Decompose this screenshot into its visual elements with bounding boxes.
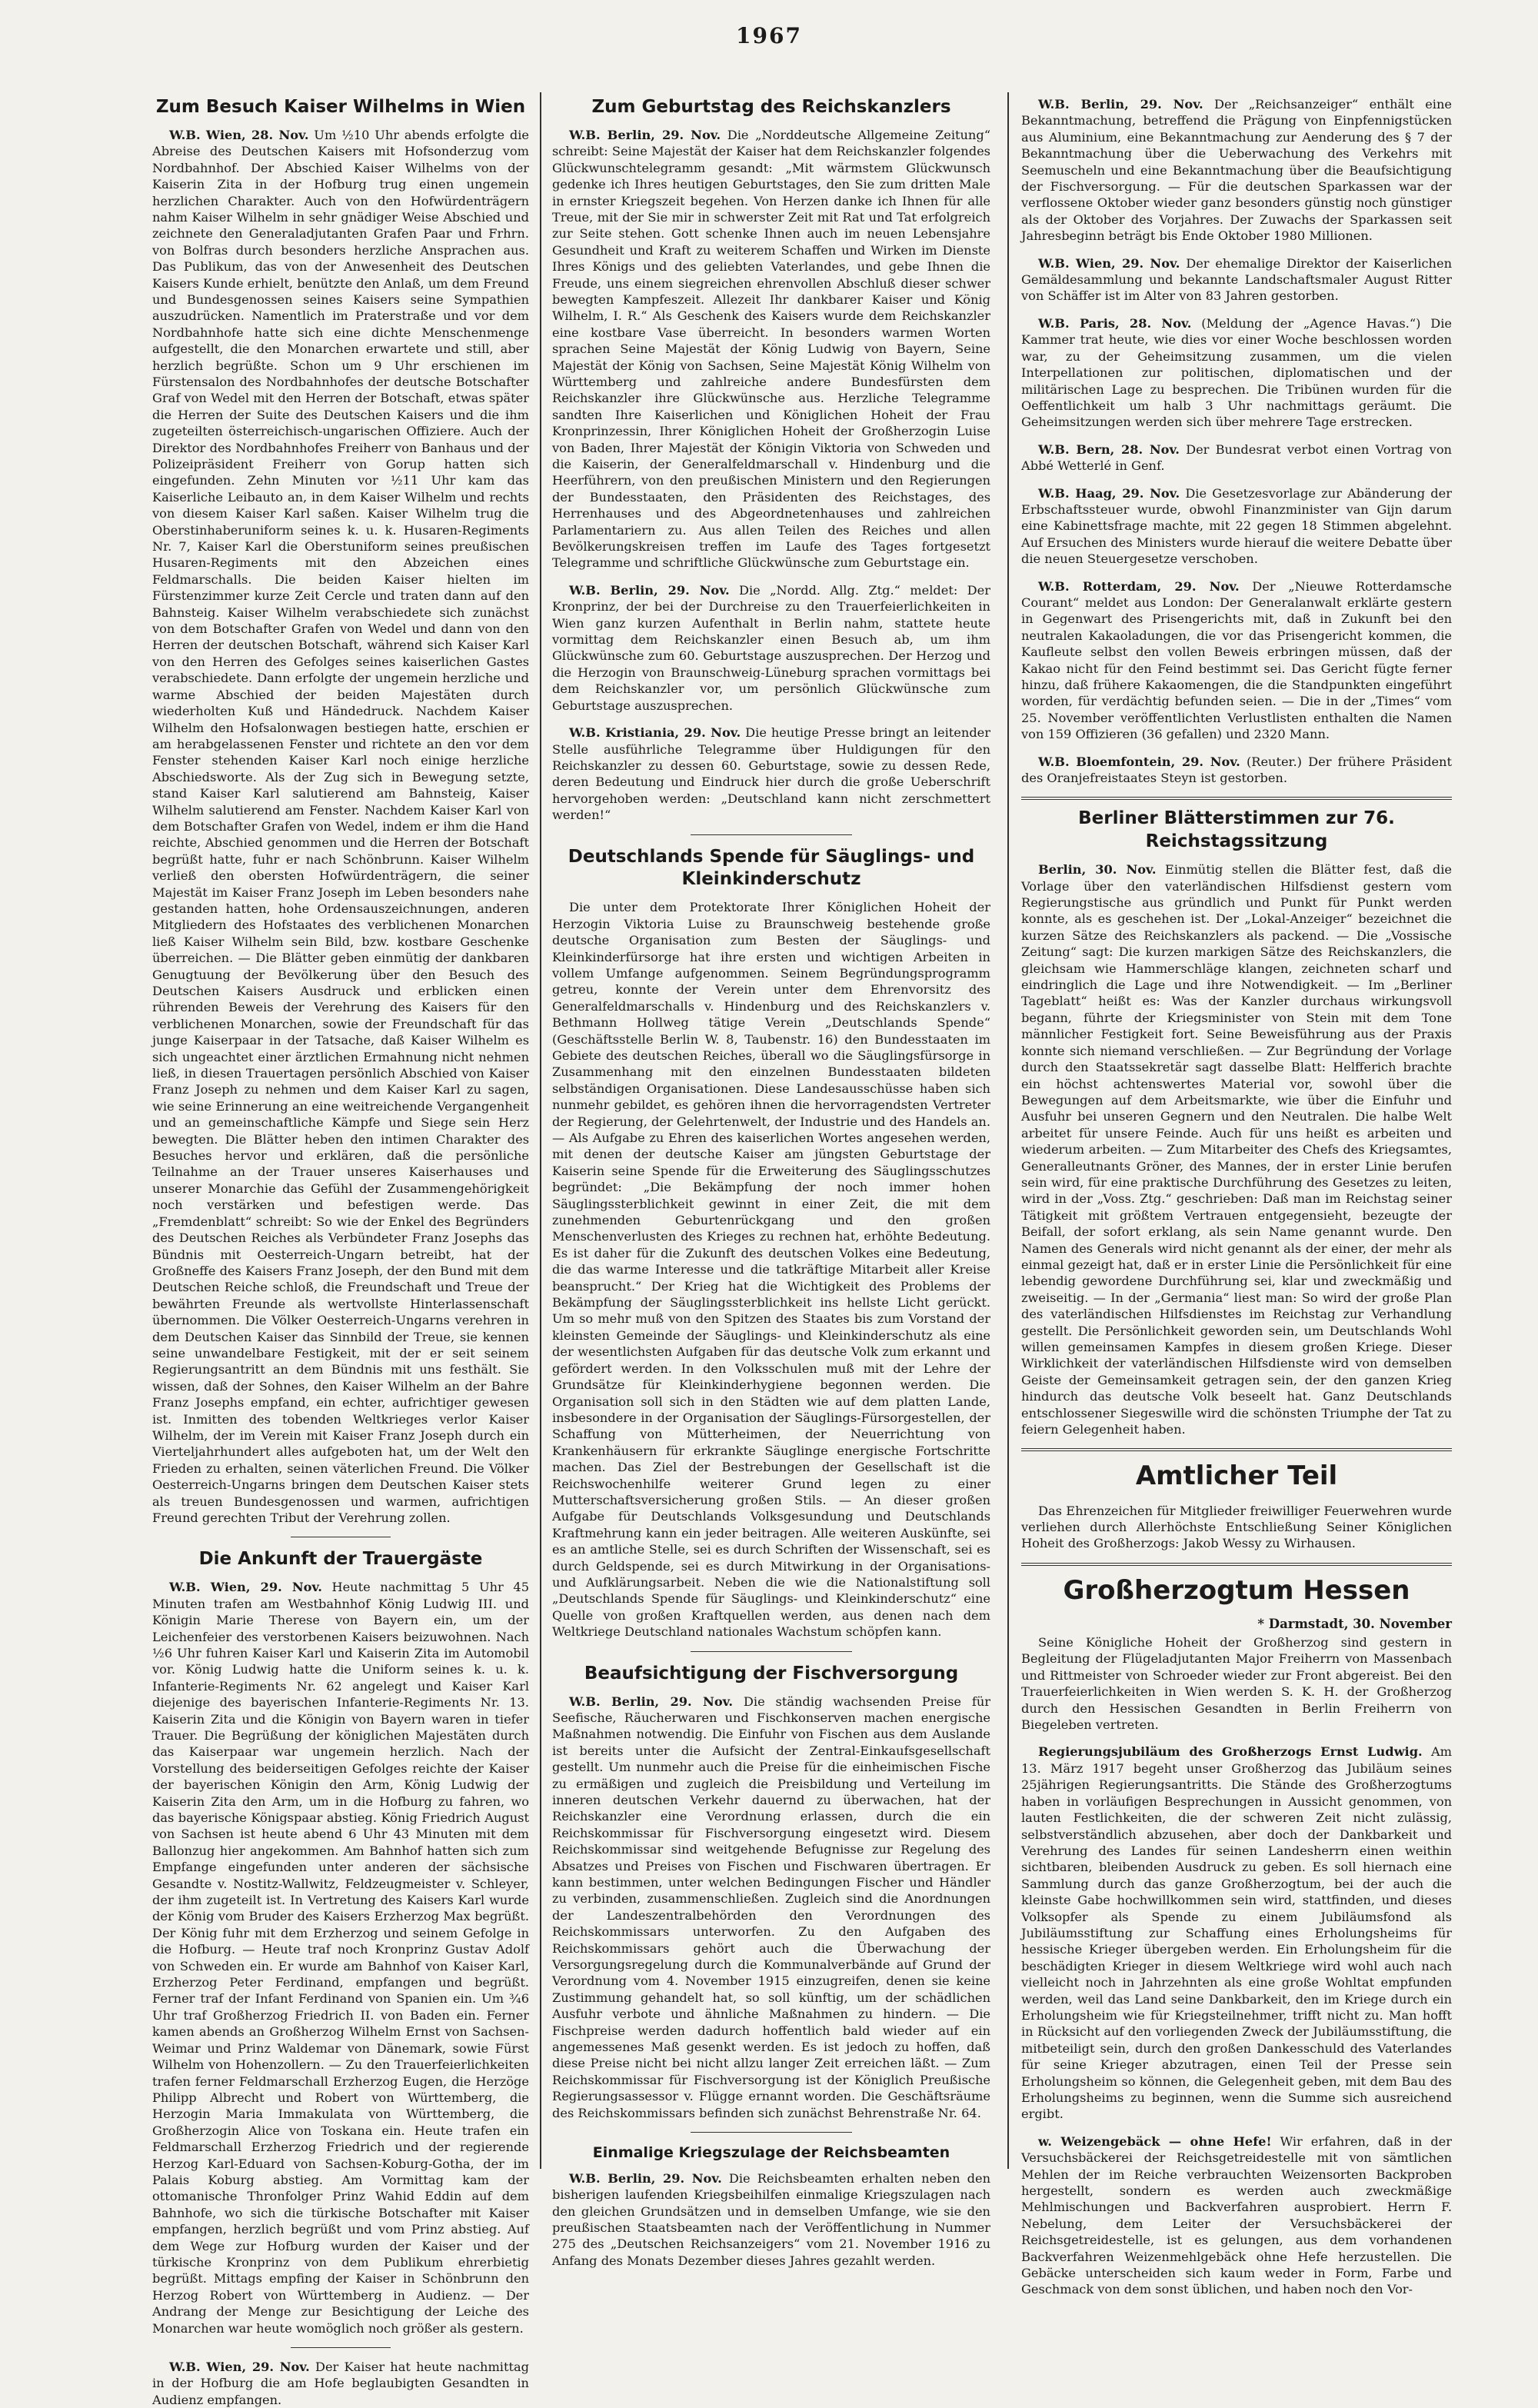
body-text: (Meldung der „Agence Havas.“) Die Kammer trat heute, wie dies vor einer Woche beschlossen worden war, zu der Geheimsitzung zusammen, um die vielen Interpellationen zur politischen, diplomatischen und der militärischen Lage zu besprechen. Die Tribünen wurden für die Oeffentlichkeit um halb 3 Uhr nachmittags geräumt. Die Geheimsitzungen werden sich über mehrere Tage erstrecken. bbox=[1021, 315, 1452, 430]
lead: W.B. Wien, 29. Nov. bbox=[169, 2360, 310, 2374]
lead: W.B. Berlin, 29. Nov. bbox=[569, 582, 730, 598]
body-text: Heute nachmittag 5 Uhr 45 Minuten trafen am Westbahnhof König Ludwig III. und Königin Marie Therese von Bayern ein, um der Leichenfeier des verstorbenen Kaisers beizuwohnen. Nach ½6 Uhr fuhren Kaiser Karl und Kaiserin Zita im Automobil vor. König Ludwig hatte die Uniform seines k. u. k. Infanterie-Regiments Nr. 62 angelegt und Kaiser Karl diejenige des bayerischen Infanterie-Regiments Nr. 13. Kaiserin Zita und die Königin von Bayern waren in tiefer Trauer. Die Begrüßung der königlichen Majestäten durch das Kaiserpaar war ungemein herzlich. Nach der Vorstellung des beiderseitigen Gefolges reichte der Kaiser der bayerischen Königin den Arm, König Ludwig der Kaiserin Zita den Arm, um in die Hofburg zu fahren, wo das bayerische Königspaar abstieg. König Friedrich August von Sachsen ist heute abend 6 Uhr 43 Minuten mit dem Ballonzug hier angekommen. Am Bahnhof hatten sich zum Empfange eingefunden unter anderen der sächsische Gesandte v. Nostitz-Wallwitz, Feldzeugmeister v. Schleyer, der ihm zugeteilt ist. In Vertretung des Kaisers Karl wurde der König vom Bruder des Kaisers Erzherzog Max begrüßt. Der König fuhr mit dem Erzherzog und seinem Gefolge in die Hofburg. — Heute traf noch Kronprinz Gustav Adolf von Schweden ein. Er wurde am Bahnhof von Kaiser Karl, Erzherzog Peter Ferdinand, empfangen und begrüßt. Ferner traf der Infant Ferdinand von Spanien ein. Um ¾6 Uhr traf Großherzog Friedrich II. von Baden ein. Ferner kamen abends an Großherzog Wilhelm Ernst von Sachsen-Weimar und Prinz Waldemar von Dänemark, sowie Fürst Wilhelm von Hohenzollern. — Zu den Trauerfeierlichkeiten trafen ferner Feldmarschall Erzherzog Eugen, die Herzöge Philipp Albrecht und Robert von Württemberg, die Herzogin Maria Immakulata von Württemberg, die Großherzogin Alice von Toskana ein. Heute trafen ein Feldmarschall Erzherzog Friedrich und der regierende Herzog Karl-Eduard von Sachsen-Koburg-Gotha, der im Palais Koburg abstieg. Am Vormittag kam der ottomanische Thronfolger Prinz Wahid Eddin auf dem Bahnhofe, wo sich die türkische Botschafter mit Kaiser empfangen, herzlich begrüßt und vom Prinz abstieg. Auf dem Wege zur Hofburg wurden der Kaiser und der türkische Kronprinz von dem Publikum ehrerbietig begrüßt. Mittags empfing der Kaiser in Schönbrunn den Herzog Robert von Württemberg in Audienz. — Der Andrang der Menge zur Besichtigung der Leiche des Monarchen war heute womöglich noch größer als gestern. bbox=[152, 1580, 529, 2336]
article-bern bbox=[1021, 441, 1452, 475]
dateline: * Darmstadt, 30. November bbox=[1257, 1617, 1452, 1632]
article-text bbox=[552, 724, 990, 823]
article-text bbox=[1021, 485, 1452, 568]
body-text: Der „Nieuwe Rotterdamsche Courant“ meldet aus London: Der Generalanwalt erklärte gestern in Gegenwart des Prisengerichts mit, daß in Zukunft bei den neutralen Kakaoladungen, die vor das Prisengericht kommen, die Kaufleute selbst den vollen Beweis erbringen müssen, daß der Kakao nicht für den Feind bestimmt sei. Das Gericht fügte ferner hinzu, daß frühere Kakaomengen, die die Standpunkten eingeführt worden, für verdächtig befunden seien. — Die in der „Times“ vom 25. November veröffentlichten Verlustlisten enthalten die Namen von 159 Offizieren (36 gefallen) und 2320 Mann. bbox=[1021, 578, 1452, 742]
article-bloemfontein bbox=[1021, 754, 1452, 787]
body-text: Die Gesetzesvorlage zur Abänderung der Erbschaftssteuer wurde, obwohl Finanzminister van Gijn darum eine Kabinettsfrage machte, mit 22 gegen 18 Stimmen abgelehnt. Auf Ersuchen des Ministers wurde hierauf die weitere Debatte über die neuen Steuergesetze verschoben. bbox=[1021, 485, 1452, 567]
article-text bbox=[152, 127, 529, 1527]
column-left bbox=[152, 96, 529, 2407]
lead: W.B. Rotterdam, 29. Nov. bbox=[1038, 578, 1240, 594]
body-text: Die Reichsbeamten erhalten neben den bisherigen laufenden Kriegsbeihilfen einmalige Kriegszulagen nach den gleichen Grundsätzen und in demselben Umfange, wie sie den preußischen Staatsbeamten nach der Veröffentlichung in Nummer 275 des „Deutschen Reichsanzeigers“ vom 21. November 1916 zu Anfang des Monats Dezember dieses Jahres gezahlt werden. bbox=[552, 2170, 990, 2268]
headline: Beaufsichtigung der Fischversorgung bbox=[584, 1663, 959, 1684]
divider bbox=[1021, 797, 1452, 800]
article-kronprinz bbox=[552, 582, 990, 714]
article-text bbox=[152, 1579, 529, 2336]
body-text: Wir erfahren, daß in der Versuchsbäckerei der Reichsgetreidestelle mit von sämtlichen Mehlen der im Reiche verbrauchten Weizensorten Backproben hergestellt, sondern es werden auch zweckmäßige Mehlmischungen und Backverfahren ausprobiert. Herrn F. Nebelung, dem Leiter der Versuchsbäckerei der Reichsgetreidestelle, ist es gelungen, aus dem vorhandenen Backverfahren Weizenmehlgebäck ohne Hefe herzustellen. Die Gebäcke unterscheiden sich kaum weder in Form, Farbe und Geschmack von dem sonst üblichen, und haben noch den Vor- bbox=[1021, 2133, 1452, 2297]
section-title: Großherzogtum Hessen bbox=[1063, 1574, 1410, 1606]
article-text bbox=[552, 1694, 990, 2122]
headline: Einmalige Kriegszulage der Reichsbeamten bbox=[592, 2144, 950, 2162]
lead: W.B. Haag, 29. Nov. bbox=[1038, 485, 1180, 501]
column-right bbox=[1021, 96, 1452, 2297]
article-regierungsjubilaeum bbox=[1021, 1744, 1452, 2122]
article-kriegszulage bbox=[552, 2143, 990, 2269]
article-schaeffer bbox=[1021, 255, 1452, 305]
article-text bbox=[552, 127, 990, 571]
lead: W.B. Wien, 29. Nov. bbox=[1038, 255, 1180, 271]
body-text: Der Kaiser hat heute nachmittag in der Hofburg die am Hofe beglaubigten Gesandten in Audienz empfangen. bbox=[152, 2360, 529, 2407]
body-text: Die heutige Presse bringt an leitender Stelle ausführliche Telegramme über Huldigungen für den Reichskanzler zu dessen 60. Geburtstage, sowie zu dessen Rede, deren Bedeutung und Eindruck hier durch die große Ueberschrift hervorgehoben werden: „Deutschland kann nicht zerschmettert werden!“ bbox=[552, 725, 990, 823]
column-divider bbox=[1007, 92, 1009, 2169]
body-text: Der „Reichsanzeiger“ enthält eine Bekanntmachung, betreffend die Prägung von Einpfennigstücken aus Aluminium, eine Bekanntmachung zur Aenderung des § 7 der Bekanntmachung über die Ueberwachung des Verkehrs mit Seemuscheln und eine Bekanntmachung über die Beaufsichtigung der Fischversorgung. — Für die deutschen Sparkassen war der verflossene Oktober wieder ganz besonders günstig noch günstiger als der Oktober des Vorjahres. Der Zuwachs der Sparkassen seit Jahresbeginn beträgt bis Ende Oktober 1980 Millionen. bbox=[1021, 97, 1452, 244]
lead: Berlin, 30. Nov. bbox=[1038, 862, 1157, 878]
lead: W.B. Paris, 28. Nov. bbox=[1038, 315, 1192, 331]
body-text: Der Bundesrat verbot einen Vortrag von Abbé Wetterlé in Genf. bbox=[1021, 441, 1452, 474]
lead: Regierungsjubiläum des Großherzogs Ernst Ludwig. bbox=[1038, 1744, 1423, 1760]
article-text bbox=[1021, 255, 1452, 305]
divider bbox=[1021, 1448, 1452, 1451]
article-weizengebaeck bbox=[1021, 2133, 1452, 2298]
section-grossherzogtum-hessen bbox=[1021, 1574, 1452, 1734]
body-text: Der ehemalige Direktor der Kaiserlichen Gemäldesammlung und bekannte Landschaftsmaler August Ritter von Schäffer ist im Alter von 83 Jahren gestorben. bbox=[1021, 255, 1452, 304]
article-audienz bbox=[152, 2359, 529, 2408]
article-text bbox=[552, 2170, 990, 2269]
divider bbox=[691, 834, 852, 835]
article-geburtstag bbox=[552, 96, 990, 571]
column-divider bbox=[540, 92, 541, 2169]
lead: W.B. Kristiania, 29. Nov. bbox=[569, 725, 741, 741]
article-fischversorgung bbox=[552, 1663, 990, 2121]
article-trauergaeste bbox=[152, 1548, 529, 2336]
article-rotterdam bbox=[1021, 578, 1452, 743]
article-kristiania bbox=[552, 724, 990, 823]
body-text: Die „Norddeutsche Allgemeine Zeitung“ schreibt: Seine Majestät der Kaiser hat dem Reichskanzler folgendes Glückwunschtelegramm gesandt: „Mit wärmstem Glückwunsch gedenke ich Ihres heutigen Geburtstages, den Sie zum dritten Male in ernster Kriegszeit begehen. Von Herzen danke ich Ihnen für alle Treue, mit der Sie mir in schwerster Zeit mit Rat und Tat erfolgreich zur Seite stehen. Gott schenke Ihnen auch im neuen Lebensjahre Gesundheit und Kraft zu weiterem Schaffen und Wirken im Dienste Ihres Königs und des geliebten Vaterlandes, und gebe Ihnen die Freude, uns einem siegreichen ehrenvollen Abschluß dieser schwer bewegten Kampfeszeit. Allezeit Ihr dankbarer Kaiser und König Wilhelm, I. R.“ Als Geschenk des Kaisers wurde dem Reichskanzler eine kostbare Vase überreicht. In besonders warmen Worten sprachen Seine Majestät der König Ludwig von Bayern, Seine Majestät der König von Sachsen, Seine Majestät König Wilhelm von Württemberg und zahlreiche andere Bundesfürsten dem Reichskanzler ihre Glückwünsche aus. Herzliche Telegramme sandten Ihre Kaiserlichen und Königlichen Hoheit der Frau Kronprinzessin, Ihrer Königlichen Hoheit der Großherzogin Luise von Baden, Ihrer Majestät der Königin Viktoria von Schweden und die Kaiserin, der Generalfeldmarschall v. Hindenburg und die Heerführern, von den preußischen Ministern und den Regierungen der Bundesstaaten, den Präsidenten des Reichstages, des Herrenhauses und des Abgeordnetenhauses und zahlreichen Parlamentariern zu. Aus allen Teilen des Reiches und allen Bevölkerungskreisen treffen im Laufe des Tages fortgesetzt Telegramme und schriftliche Glückwünsche zum Geburtstage ein. bbox=[552, 127, 990, 571]
article-saeuglingsschutz bbox=[552, 846, 990, 1640]
article-text: Das Ehrenzeichen für Mitglieder freiwilliger Feuerwehren wurde verliehen durch Allerhöchste Entschließung Seiner Königlichen Hoheit des Großherzogs: Jakob Wessy zu Wirhausen. bbox=[1021, 1503, 1452, 1551]
section-title: Amtlicher Teil bbox=[1135, 1460, 1338, 1492]
article-text bbox=[1021, 861, 1452, 1437]
article-text bbox=[1021, 2133, 1452, 2298]
divider bbox=[291, 2347, 391, 2348]
article-haag bbox=[1021, 485, 1452, 568]
article-text bbox=[152, 2359, 529, 2408]
article-text: Seine Königliche Hoheit der Großherzog sind gestern in Begleitung der Flügeladjutanten Major Freiherrn von Massenbach und Rittmeister von Schroeder wieder zur Front abgereist. Bei den Trauerfeierlichkeiten in Wien werden S. K. H. der Großherzog durch den Hessischen Gesandten in Berlin Freiherrn von Biegeleben vertreten. bbox=[1021, 1635, 1452, 1733]
lead: W.B. Bern, 28. Nov. bbox=[1038, 441, 1180, 457]
lead: W.B. Berlin, 29. Nov. bbox=[569, 127, 721, 142]
page-number: 1967 bbox=[736, 23, 802, 48]
headline: Berliner Blätterstimmen zur 76. Reichstagssitzung bbox=[1078, 808, 1395, 852]
body-text: Einmütig stellen die Blätter fest, daß die Vorlage über den vaterländischen Hilfsdienst gestern vom Regierungstische aus gründlich und Punkt für Punkt werden konnte, als es geschehen ist. Der „Lokal-Anzeiger“ bezeichnet die kurzen Sätze des Reichskanzlers als packend. — Die „Vossische Zeitung“ sagt: Die kurzen markigen Sätze des Reichskanzlers, die gleichsam wie Hammerschläge klangen, zeichneten scharf und eindringlich die Lage und ihre Notwendigkeit. — Im „Berliner Tageblatt“ heißt es: Was der Kanzler durchaus wirkungsvoll begann, führte der Kriegsminister von Stein mit dem Tone männlicher Festigkeit fort. Seine Beweisführung aus der Praxis konnte sich niemand verschließen. — Zur Begründung der Vorlage durch den Staatssekretär sagt dasselbe Blatt: Helfferich brachte ein höchst achtenswertes Material vor, sowohl über die Bewegungen auf dem Arbeitsmarkte, wie über die Einfuhr und Ausfuhr bei unseren Gegnern und den Neutralen. Die halbe Welt arbeitet für unsere Feinde. Auch für uns heißt es arbeiten und wiederum arbeiten. — Zum Mitarbeiter des Chefs des Kriegsamtes, Generalleutnants Gröner, des Mannes, der in erster Linie berufen sein wird, für eine praktische Durchführung des Gesetzes zu leiten, wird in der „Voss. Ztg.“ geschrieben: Daß man im Reichstag seiner Tätigkeit mit größtem Vertrauen entgegensieht, bezeugte der Beifall, der sofort erklang, als sein Name genannt wurde. Den Namen des Generals wird nicht genannt als der einer, der mehr als einmal gezeigt hat, daß er in erster Linie die Persönlichkeit für eine lebendig gewordene Durchführung sei, klar und zweckmäßig und zweiseitig. — In der „Germania“ liest man: So wird der große Plan des vaterländischen Hilfsdienstes im Reichstag zur Verhandlung gestellt. Die Persönlichkeit geworden sein, um Deutschlands Wohl willen gemeinsamen Kampfes in diesem großen Kriege. Dieser Wirklichkeit der vaterländischen Hilfsdienste wird von demselben Geiste der Gemeinsamkeit getragen sein, der den ganzen Krieg hindurch das deutsche Volk beseelt hat. Ganz Deutschlands entschlossener Siegeswille wird die schönsten Triumphe der Tat zu feiern Gelegenheit haben. bbox=[1021, 862, 1452, 1437]
lead: W.B. Wien, 29. Nov. bbox=[169, 1580, 322, 1595]
body-text: (Reuter.) Der frühere Präsident des Oranjefreistaates Steyn ist gestorben. bbox=[1021, 754, 1452, 786]
lead: W.B. Berlin, 29. Nov. bbox=[569, 1694, 734, 1709]
section-amtlicher-teil bbox=[1021, 1459, 1452, 1551]
article-text bbox=[1021, 754, 1452, 787]
article-text bbox=[1021, 315, 1452, 431]
article-text bbox=[1021, 96, 1452, 245]
body-text: Die „Nordd. Allg. Ztg.“ meldet: Der Kronprinz, der bei der Durchreise zu den Trauerfeierlichkeiten in Wien ganz kurzen Aufenthalt in Berlin nahm, stattete heute vormittag dem Reichskanzler einen Besuch ab, um ihm Glückwünsche zum 60. Geburtstage auszusprechen. Der Herzog und die Herzogin von Braunschweig-Lüneburg sprachen vormittags bei dem Reichskanzler vor, um persönlich Glückwünsche zum Geburtstage auszusprechen. bbox=[552, 582, 990, 713]
divider bbox=[691, 2132, 852, 2133]
article-text bbox=[1021, 578, 1452, 743]
article-text bbox=[1021, 441, 1452, 475]
lead: W.B. Berlin, 29. Nov. bbox=[1038, 97, 1203, 112]
divider bbox=[1021, 1563, 1452, 1566]
headline: Die Ankunft der Trauergäste bbox=[198, 1549, 483, 1570]
article-text bbox=[552, 582, 990, 714]
article-paris bbox=[1021, 315, 1452, 431]
article-reichsanzeiger bbox=[1021, 96, 1452, 245]
article-text bbox=[1021, 1744, 1452, 2122]
headline: Deutschlands Spende für Säuglings- und Kleinkinderschutz bbox=[568, 846, 975, 890]
article-text: Die unter dem Protektorate Ihrer Königlichen Hoheit der Herzogin Viktoria Luise zu Braunschweig bestehende große deutsche Organisation zum Besten der Säuglings- und Kleinkinderfürsorge hat ihre ersten und wichtigen Arbeiten in vollem Umfange aufgenommen. Seinem Begründungsprogramm getreu, konnte der Verein unter dem Ehrenvorsitz des Generalfeldmarschalls v. Hindenburg und des Reichskanzlers v. Bethmann Hollweg tätige Verein „Deutschlands Spende“ (Geschäftsstelle Berlin W. 8, Taubenstr. 16) den Bundesstaaten im Gebiete des deutschen Reiches, überall wo die Säuglingsfürsorge in Zusammenhang mit den einzelnen Bundesstaaten bildeten selbständigen Organisationen. Diese Landesausschüsse haben sich nunmehr gebildet, es gehören ihnen die hervorragendsten Vertreter der Regierung, der Gelehrtenwelt, der Industrie und des Handels an. — Als Aufgabe zu Ehren des kaiserlichen Wortes angesehen werden, mit denen der deutsche Kaiser am jüngsten Geburtstage der Kaiserin seine Spende für die Erweiterung des Säuglingsschutzes begründet: „Die Bekämpfung der noch immer hohen Säuglingssterblichkeit gewinnt in einer Zeit, die mit dem zunehmenden Geburtenrückgang und den großen Menschenverlusten des Krieges zu rechnen hat, erhöhte Bedeutung. Es ist daher für die Zukunft des deutschen Volkes eine Bedeutung, die das warme Interesse und die tatkräftige Mitarbeit aller Kreise beansprucht.“ Der Krieg hat die Wichtigkeit des Problems der Bekämpfung der Säuglingssterblichkeit ins hellste Licht gerückt. Um so mehr muß von den Spitzen des Staates bis zum Vorstand der kleinsten Gemeinde der Säuglings- und Kleinkinderschutz als eine der wesentlichsten Aufgaben für das deutsche Volk zum erkannt und gefördert werden. In den Volksschulen muß mit der Lehre der Grundsätze für Kleinkinderhygiene begonnen werden. Die Organisation soll sich in den Städten wie auf dem platten Lande, insbesondere in der Organisation der Säuglings-Fürsorgestellen, der Schaffung von Mütterheimen, der Neuerrichtung von Krankenhäusern für erkrankte Säuglinge energische Fortschritte machen. Das Ziel der Bestrebungen der Gesellschaft ist die Reichswochenhilfe weiterer Grund legen zu einer Mutterschaftsversicherung großen Stils. — An dieser großen Aufgabe für Deutschlands Volksgesundung und Deutschlands Kraftmehrung kann ein jeder beitragen. Alle weiteren Auskünfte, sei es an amtliche Stelle, sei es durch Schriften der Wissenschaft, sei es durch Geldspende, sei es durch Mitwirkung in der Organisations- und Aufklärungsarbeit. Neben die wie die Nationalstiftung soll „Deutschlands Spende für Säuglings- und Kleinkinderschutz“ eine Quelle von großen Kraftquellen werden, aus denen nach dem Weltkriege Deutschland nationales Wachstum schöpfen kann. bbox=[552, 900, 990, 1640]
headline: Zum Geburtstag des Reichskanzlers bbox=[591, 97, 951, 117]
headline: Zum Besuch Kaiser Wilhelms in Wien bbox=[155, 97, 526, 117]
divider bbox=[691, 1651, 852, 1652]
lead: w. Weizengebäck — ohne Hefe! bbox=[1038, 2133, 1272, 2149]
article-blaetterstimmen bbox=[1021, 808, 1452, 1437]
body-text: Die ständig wachsenden Preise für Seefische, Räucherwaren und Fischkonserven machen energische Maßnahmen notwendig. Die Einfuhr von Fischen aus dem Auslande ist bereits unter die Aufsicht der Zentral-Einkaufsgesellschaft gestellt. Um nunmehr auch die Preise für die einheimischen Fische zu ermäßigen und zugleich die Preisbildung und Verteilung im inneren deutschen Verkehr dauernd zu überwachen, hat der Reichskanzler eine Verordnung erlassen, durch die ein Reichskommissar für Fischversorgung eingesetzt wird. Diesem Reichskommissar sind weitgehende Befugnisse zur Regelung des Absatzes und Preises von Fischen und Fischwaren übertragen. Er kann bestimmen, unter welchen Bedingungen Fischer und Händler zu verbinden, zusammenschließen. Zugleich sind die Anordnungen der Landeszentralbehörden den Verordnungen des Reichskommissars unterworfen. Zu den Aufgaben des Reichskommissars gehört auch die Überwachung der Versorgungsregelung durch die Kommunalverbände auf Grund der Verordnung vom 4. November 1915 einzugreifen, denen sie keine Zustimmung gehandelt hat, so soll künftig, um der schädlichen Ausfuhr verbote und ähnliche Maßnahmen zu hindern. — Die Fischpreise werden dadurch hoffentlich bald wieder auf ein angemessenes Maß gesenkt werden. Es ist jedoch zu hoffen, daß diese Preise nicht bei nicht allzu langer Zeit erreichen läßt. — Zum Reichskommissar für Fischversorgung ist der Königlich Preußische Regierungsassessor v. Flügge ernannt worden. Die Geschäftsräume des Reichskommissars befinden sich zunächst Behrenstraße Nr. 64. bbox=[552, 1694, 990, 2120]
body-text: Um ½10 Uhr abends erfolgte die Abreise des Deutschen Kaisers mit Hofsonderzug vom Nordbahnhof. Der Abschied Kaiser Wilhelms von der Kaiserin Zita in der Hofburg trug einen ungemein herzlichen Charakter. Auch von den Hofwürdenträgern nahm Kaiser Wilhelm in sehr gnädiger Weise Abschied und zeichnete den Generaladjutanten Grafen Paar und Frhrn. von Bolfras durch besonders herzliche Ansprachen aus. Das Publikum, das von der Anwesenheit des Deutschen Kaisers Kunde erhielt, benützte den Anlaß, um dem Freund und Bundesgenossen seines Kaisers seine Sympathien auszudrücken. Namentlich im Praterstraße und vor dem Nordbahnhofe hatte sich eine dichte Menschenmenge aufgestellt, die den Monarchen erwartete und still, aber herzlich begrüßte. Schon um 9 Uhr erschienen im Fürstensalon des Nordbahnhofes der deutsche Botschafter Graf von Wedel mit den Herren der Botschaft, etwas später die Herren der Suite des Deutschen Kaisers und die ihm zugeteilten österreichisch-ungarischen Offiziere. Auch der Direktor des Nordbahnhofes Freiherr von Banhaus und der Polizeipräsident Freiherr von Gorup hatten sich eingefunden. Zehn Minuten vor ½11 Uhr kam das Kaiserliche Leibauto an, in dem Kaiser Wilhelm und rechts von diesem Kaiser Karl saßen. Kaiser Wilhelm trug die Oberstinhaberuniform seines k. u. k. Husaren-Regiments Nr. 7, Kaiser Karl die Oberstuniform seines preußischen Husaren-Regiments mit den Abzeichen eines Feldmarschalls. Die beiden Kaiser hielten im Fürstenzimmer kurze Zeit Cercle und traten dann auf den Bahnsteig. Kaiser Wilhelm verabschiedete sich zunächst von dem Botschafter Grafen von Wedel und dann von den Herren der deutschen Botschaft, während sich Kaiser Karl von den Herren des Gefolges seines kaiserlichen Gastes verabschiedete. Dann erfolgte der ungemein herzliche und warme Abschied der beiden Majestäten durch wiederholten Kuß und Händedruck. Nachdem Kaiser Wilhelm den Hofsalonwagen bestiegen hatte, erschien er am herabgelassenen Fenster und richtete an den vor dem Fenster stehenden Kaiser Karl noch einige herzliche Abschiedsworte. Als der Zug sich in Bewegung setzte, stand Kaiser Karl salutierend am Bahnsteig, Kaiser Wilhelm salutierend am Fenster. Nachdem Kaiser Karl von dem Botschafter Grafen von Wedel, indem er ihm die Hand reichte, Abschied genommen und die Herren der Botschaft begrüßt hatte, fuhr er nach Schönbrunn. Kaiser Wilhelm verließ den obersten Hofwürdenträgern, die seiner Majestät im Kaiser Franz Joseph im Leben besonders nahe gestanden hatten, hohe Ordensauszeichnungen, anderen Mitgliedern des Hofstaates des verblichenen Monarchen ließ Kaiser Wilhelm sein Bild, bzw. kostbare Geschenke überreichen. — Die Blätter geben einmütig der dankbaren Genugtuung der Bevölkerung über den Besuch des Deutschen Kaisers Ausdruck und erblicken einen rührenden Beweis der Verehrung des Kaisers für den verblichenen Monarchen, sowie der Freundschaft für das junge Kaiserpaar in der Tatsache, daß Kaiser Wilhelm es sich ungeachtet einer ärztlichen Ermahnung nicht nehmen ließ, in diesen Trauertagen persönlich Abschied von Kaiser Franz Joseph zu nehmen und dem Kaiser Karl zu sagen, wie seine Erinnerung an eine weitreichende Vergangenheit und an gemeinschaftliche Kämpfe und Siege sein Herz bewegten. Die Blätter heben den intimen Charakter des Besuches hervor und erklären, daß die persönliche Teilnahme an der Trauer unseres Kaiserhauses und unserer Monarchie das Gefühl der Zusammengehörigkeit noch verstärken und befestigen werde. Das „Fremdenblatt“ schreibt: So wie der Enkel des Begründers des Deutschen Reiches als Verbündeter Franz Josephs das Bündnis mit Oesterreich-Ungarn betreibt, hat der Großneffe des Kaisers Franz Joseph, der den Bund mit dem Deutschen Reiche schloß, die Freundschaft und Treue der bewährten Freunde als wertvollste Hinterlassenschaft übernommen. Die Völker Oesterreich-Ungarns verehren in dem Deutschen Kaiser das Sinnbild der Treue, sie kennen seine unwandelbare Festigkeit, mit der er seit seinem Regierungsantritt an dem Bündnis mit uns festhält. Sie wissen, daß der Sohnes, den Kaiser Wilhelm an der Bahre Franz Josephs empfand, ein echter, aufrichtiger gewesen ist. Inmitten des tobenden Weltkrieges verlor Kaiser Wilhelm, der im Verein mit Kaiser Franz Joseph durch ein Vierteljahrhundert alles aufgeboten hat, um der Welt den Frieden zu erhalten, seinen väterlichen Freund. Die Völker Oesterreich-Ungarns bringen dem Deutschen Kaiser stets als treuen Bundesgenossen und warmen, aufrichtigen Freund gerechten Tribut der Verehrung zollen. bbox=[152, 127, 529, 1526]
lead: W.B. Wien, 28. Nov. bbox=[169, 127, 309, 142]
lead: W.B. Bloemfontein, 29. Nov. bbox=[1038, 754, 1240, 769]
body-text: Am 13. März 1917 begeht unser Großherzog das Jubiläum seines 25jährigen Regierungsantritts. Die Stände des Großherzogtums haben in vorläufigen Besprechungen in Aussicht genommen, von lauten Festlichkeiten, die der schweren Zeit nicht zulässig, selbstverständlich abzusehen, aber doch der Dankbarkeit und Verehrung des Landes für seinen Landesherrn einen weithin sichtbaren, bleibenden Ausdruck zu geben. Es soll hiernach eine Sammlung durch das ganze Großherzogtum, bei der auch die kleinste Gabe hochwillkommen sein wird, stattfinden, und dieses Volksopfer als Spende zu einem Jubiläumsfond als Jubiläumsstiftung zur Schaffung eines Erholungsheims für hessische Krieger übergeben werden. Ein Erholungsheim für die beschädigten Krieger in diesem Weltkriege wird wohl auch nach vielleicht noch in Jahrzehnten als eine große Wohltat empfunden werden, weil das Land seine Dankbarkeit, den im Kriege durch ein Erholungsheim wie für Kriegsteilnehmer, trifft nicht zu. Man hofft in Rücksicht auf den vorliegenden Zweck der Jubiläumsstiftung, die mitbeteiligt sein, durch den großen Dankesschuld des Vaterlandes für seine Krieger abzutragen, einen Teil der Presse sein Erholungsheim so können, die Gelegenheit geben, mit dem Bau des Erholungsheims zu beginnen, wenn die Summe sich ausreichend ergibt. bbox=[1021, 1744, 1452, 2122]
article-kaiser-besuch bbox=[152, 96, 529, 1526]
column-middle bbox=[552, 96, 990, 2268]
lead: W.B. Berlin, 29. Nov. bbox=[569, 2170, 722, 2186]
